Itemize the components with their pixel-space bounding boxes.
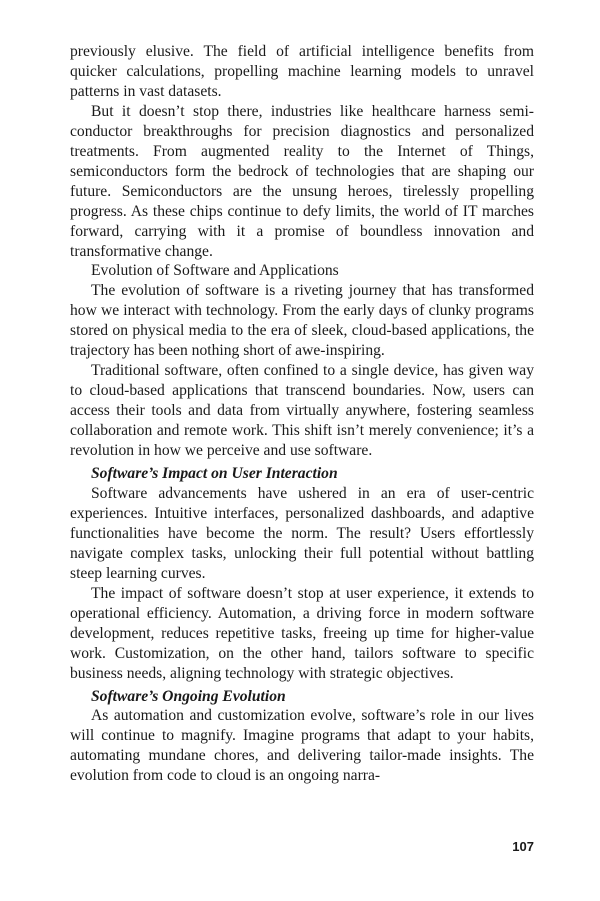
subheading: Software’s Impact on User Interaction	[91, 465, 338, 483]
section-heading: Evolution of Software and Applications	[91, 262, 339, 280]
page-number: 107	[512, 839, 534, 854]
paragraph: The impact of software doesn’t stop at user experience, it extends to operational efficiency. Automation, a driving force in modern software development, reduces repetitive tasks, freeing up time for higher-value work. Customization, on the other hand, tailors software to specific business needs, aligning technology with strategic objectives.	[70, 584, 534, 682]
paragraph: Software advancements have ushered in an era of user-centric experiences. Intuitive interfaces, personalized dashboards, and adaptive functionalities have become the norm. The result? Users effortlessly navigate complex tasks, unlocking their full potential without battling steep learning curves.	[70, 484, 534, 582]
paragraph: The evolution of software is a riveting journey that has transformed how we interact with technology. From the early days of clunky programs stored on physical media to the era of sleek, cloud-based applications, the trajectory has been nothing short of awe-inspiring.	[70, 282, 534, 360]
paragraph: As automation and customization evolve, software’s role in our lives will continue to magnify. Imagine programs that adapt to your habits, automating mundane chores, and delivering tailor-made insights. The evolution from code to cloud is an ongoing narra-	[70, 707, 534, 785]
subheading: Software’s Ongoing Evolution	[91, 687, 286, 705]
paragraph-continuation: previously elusive. The field of artificial intelligence benefits from quicker calculations, propelling machine learning models to unravel patterns in vast datasets.	[70, 43, 534, 100]
paragraph: But it doesn’t stop there, industries like healthcare harness semiconductor breakthroughs for precision diagnostics and personalized treatments. From augmented reality to the Internet of Things, semiconductors form the bedrock of technologies that are shaping our future. Semiconductors are the unsung heroes, tirelessly propelling progress. As these chips continue to defy limits, the world of IT marches forward, carrying with it a promise of boundless innovation and transformative change.	[70, 102, 534, 260]
body-text	[70, 42, 534, 786]
paragraph: Traditional software, often confined to a single device, has given way to cloud-based applications that transcend boundaries. Now, users can access their tools and data from virtually anywhere, fostering seamless collaboration and remote work. This shift isn’t merely convenience; it’s a revolution in how we perceive and use software.	[70, 362, 534, 460]
